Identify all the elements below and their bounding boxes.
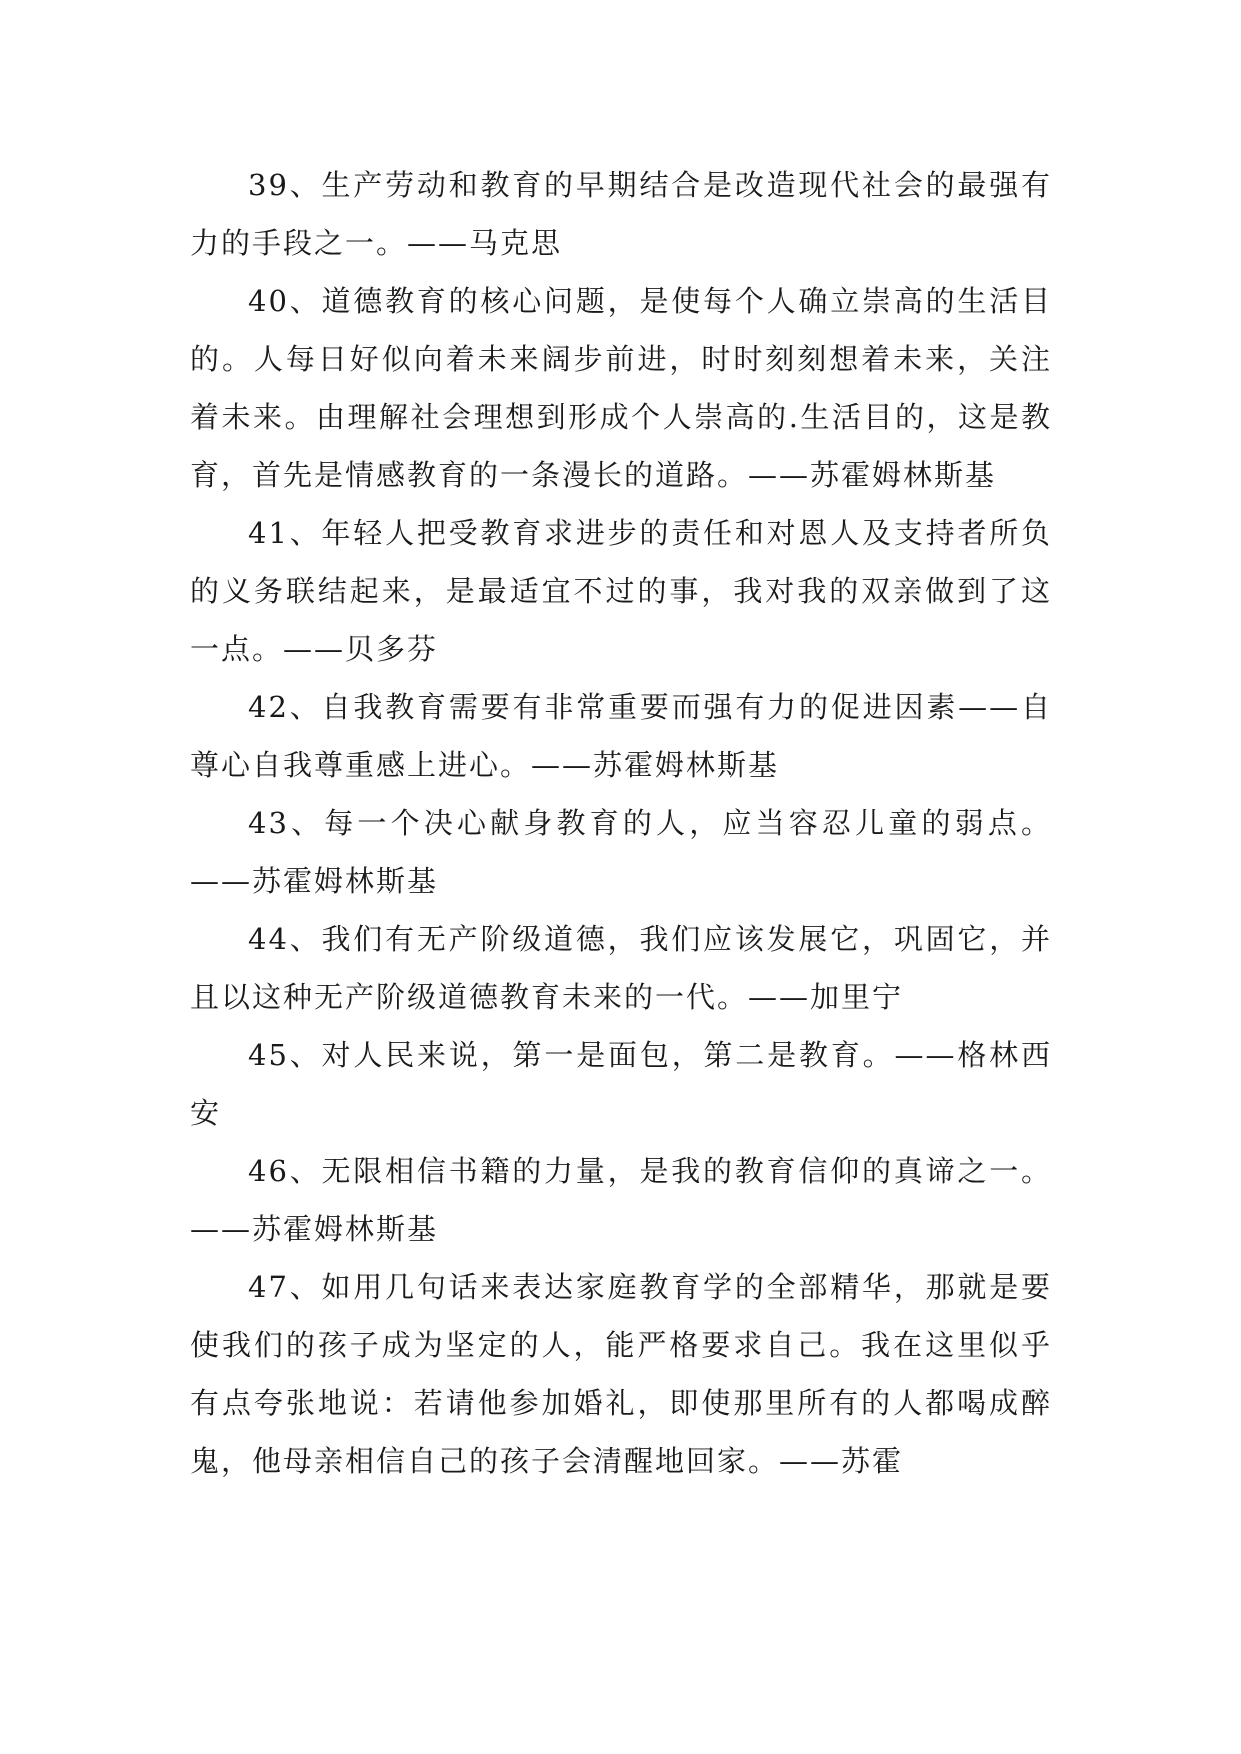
quote-paragraph-42: 42、自我教育需要有非常重要而强有力的促进因素——自尊心自我尊重感上进心。——苏霍姆林斯基 [190, 690, 1052, 782]
quote-paragraph-41: 41、年轻人把受教育求进步的责任和对恩人及支持者所负的义务联结起来，是最适宜不过的事，我对我的双亲做到了这一点。——贝多芬 [190, 516, 1052, 666]
quote-paragraph-43: 43、每一个决心献身教育的人，应当容忍儿童的弱点。——苏霍姆林斯基 [190, 806, 1052, 898]
quote-paragraph-40: 40、道德教育的核心问题，是使每个人确立崇高的生活目的。人每日好似向着未来阔步前进，时时刻刻想着未来，关注着未来。由理解社会理想到形成个人崇高的.生活目的，这是教育，首先是情感教育的一条漫长的道路。——苏霍姆林斯基 [190, 284, 1052, 492]
quote-paragraph-39: 39、生产劳动和教育的早期结合是改造现代社会的最强有力的手段之一。——马克思 [190, 168, 1052, 260]
quote-paragraph-47: 47、如用几句话来表达家庭教育学的全部精华，那就是要使我们的孩子成为坚定的人，能严格要求自己。我在这里似乎有点夸张地说：若请他参加婚礼，即使那里所有的人都喝成醉鬼，他母亲相信自己的孩子会清醒地回家。——苏霍 [190, 1270, 1052, 1478]
quote-paragraph-45: 45、对人民来说，第一是面包，第二是教育。——格林西安 [190, 1038, 1052, 1130]
quote-paragraph-44: 44、我们有无产阶级道德，我们应该发展它，巩固它，并且以这种无产阶级道德教育未来的一代。——加里宁 [190, 922, 1052, 1014]
document-body [190, 156, 1052, 1490]
quote-paragraph-46: 46、无限相信书籍的力量，是我的教育信仰的真谛之一。——苏霍姆林斯基 [190, 1154, 1052, 1246]
